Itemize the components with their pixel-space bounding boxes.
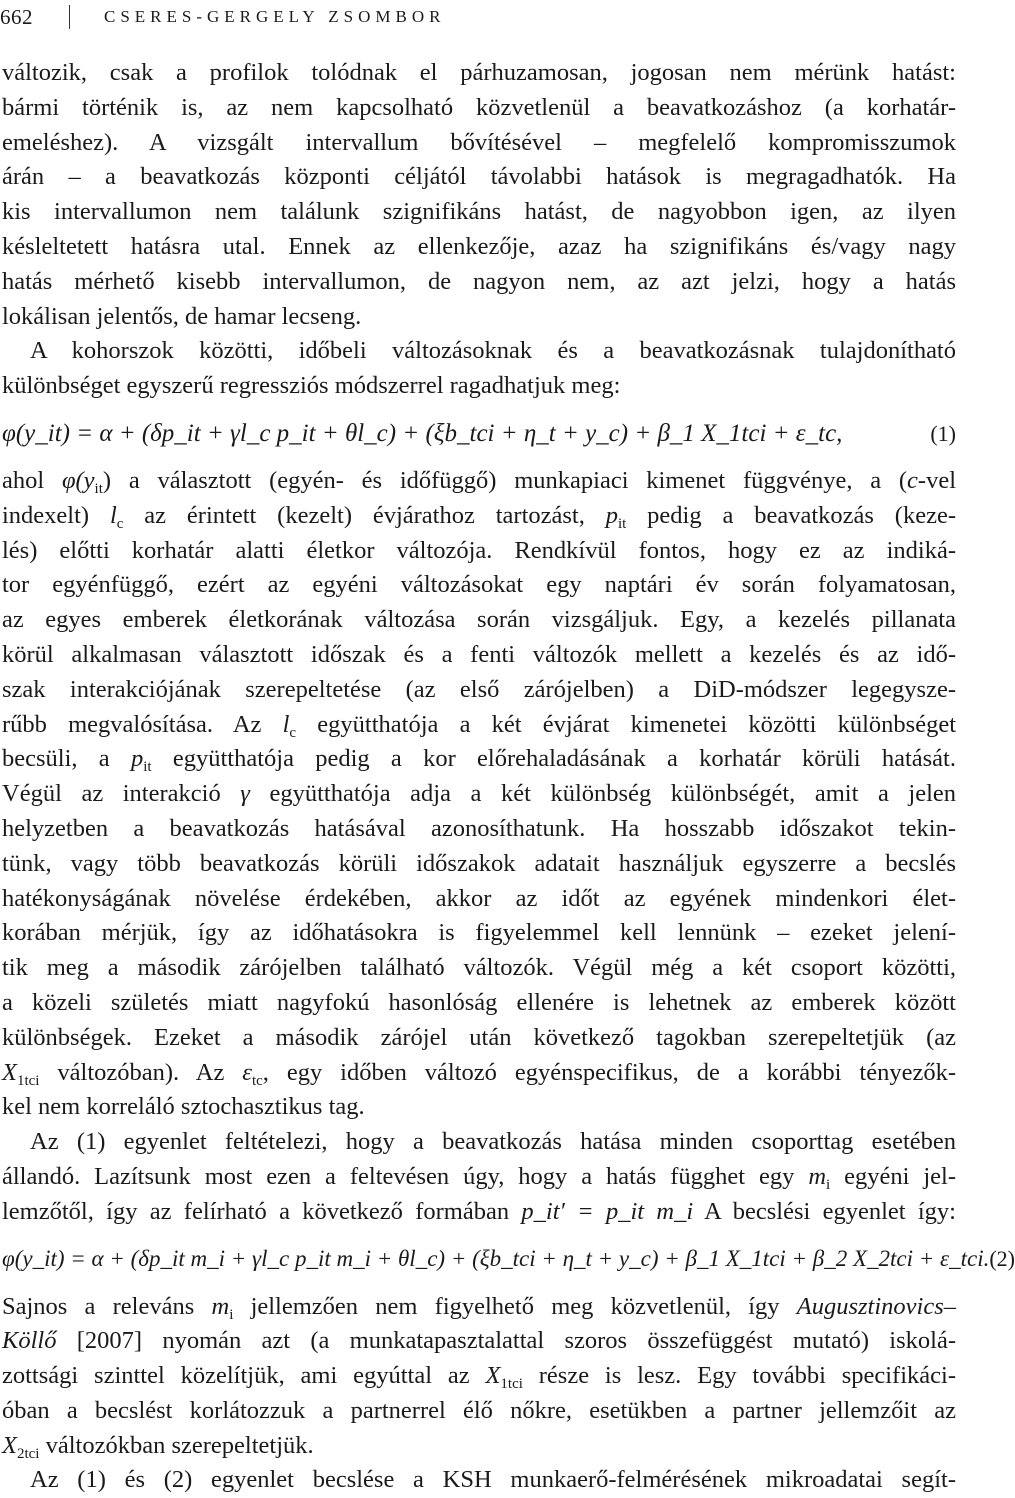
text-run: jellemzően nem figyelhető meg közvetlenül, így bbox=[233, 1292, 797, 1320]
text-line: Az (1) és (2) egyenlet becslése a KSH munkaerő-felmérésének mikroadatai segít- bbox=[30, 1466, 956, 1494]
text-line: változik, csak a profilok tolódnak el párhuzamosan, jogosan nem mérünk hatást: bbox=[2, 59, 956, 86]
text-run: együtthatója pedig a kor előrehaladásának a korhatár körüli hatását. bbox=[151, 745, 956, 773]
text-run: ahol bbox=[2, 466, 62, 494]
equation-formula: φ(y_it) = α + (δp_it m_i + γl_c p_it m_i + θl_c) + (ξb_tci + η_t + y_c) + β_1 X_1tci + β_2 X_2tci + ε_tci. bbox=[2, 1246, 990, 1272]
text-line bbox=[2, 1324, 956, 1359]
math-var: X bbox=[2, 1058, 17, 1086]
running-head-author: CSERES-GERGELY ZSOMBOR bbox=[104, 7, 446, 26]
math-sub: tc bbox=[251, 1072, 263, 1089]
text-line: lés) előtti korhatár alatti életkor változója. Rendkívül fontos, hogy ez az indiká- bbox=[2, 536, 956, 564]
equation-1 bbox=[2, 404, 956, 464]
text-run: lemzőtől, így az felírható a következő formában bbox=[2, 1197, 522, 1225]
text-line: korában mérjük, így az időhatásokra is figyelemmel kell lennünk – ezeket jelení- bbox=[2, 919, 956, 947]
text-line: körül alkalmasan választott időszak és a fenti változók mellett a kezelés és az idő- bbox=[2, 640, 956, 668]
paragraph bbox=[2, 464, 956, 1125]
math-var: γ bbox=[240, 780, 250, 808]
paragraph bbox=[2, 1463, 956, 1498]
math-sub: 2tci bbox=[16, 1445, 40, 1462]
text-run: Végül az interakció bbox=[2, 780, 241, 808]
text-line: tik meg a második zárójelben található változók. Végül még a két csoport közötti, bbox=[2, 954, 956, 982]
citation: Augusztinovics– bbox=[796, 1292, 956, 1320]
text-line: különbségek. Ezeket a második zárójel után következő tagokban szerepeltetjük (az bbox=[2, 1023, 956, 1051]
text-line: emeléshez). A vizsgált intervallum bővítésével – megfelelő kompromisszumok bbox=[2, 128, 956, 156]
math-var: p bbox=[130, 745, 144, 773]
text-run: Sajnos a releváns bbox=[2, 1292, 212, 1320]
math-var: l bbox=[282, 710, 290, 738]
math-sub: c bbox=[116, 515, 124, 532]
text-line: A kohorszok közötti, időbeli változásoknak és a beavatkozásnak tulajdonítható bbox=[30, 337, 956, 365]
citation: Köllő bbox=[2, 1327, 57, 1355]
math-var: m bbox=[211, 1292, 230, 1320]
math-var: l bbox=[109, 501, 117, 529]
text-line: különbséget egyszerű regressziós módszerrel ragadhatjuk meg: bbox=[2, 372, 621, 400]
article-body bbox=[2, 56, 1015, 1498]
text-line bbox=[2, 708, 956, 743]
text-line bbox=[2, 1160, 956, 1195]
math-sub: 1tci bbox=[16, 1072, 40, 1089]
math-sub: i bbox=[826, 1176, 831, 1193]
text-line: tor egyénfüggő, ezért az egyéni változásokat egy naptári év során folyamatosan, bbox=[2, 571, 956, 599]
text-run: egyéni jel- bbox=[830, 1162, 956, 1190]
equation-formula: φ(y_it) = α + (δp_it + γl_c p_it + θl_c) + (ξb_tci + η_t + y_c) + β_1 X_1tci + ε_tc, bbox=[2, 419, 843, 447]
math-var: X bbox=[2, 1431, 17, 1459]
text-line: hatás mérhető kisebb intervallumon, de nagyon nem, az azt jelzi, hogy a hatás bbox=[2, 267, 956, 295]
math-var: X bbox=[485, 1362, 501, 1390]
math-sub: it bbox=[617, 515, 627, 532]
text-run: rűbb megvalósítása. Az bbox=[2, 710, 283, 738]
math-var: m bbox=[808, 1162, 827, 1190]
math-var: ε bbox=[242, 1058, 252, 1086]
text-line bbox=[2, 1290, 956, 1325]
text-run: indexelt) bbox=[2, 501, 110, 529]
text-line: helyzetben a beavatkozás hatásával azonosíthatunk. Ha hosszabb időszakot tekin- bbox=[2, 814, 956, 842]
text-run: változókban szerepeltetjük. bbox=[39, 1431, 314, 1459]
math-sub: c bbox=[289, 724, 297, 741]
text-line bbox=[2, 464, 956, 499]
paragraph bbox=[2, 1125, 956, 1229]
text-line: kel nem korreláló sztochasztikus tag. bbox=[2, 1093, 365, 1121]
equation-number: (1) bbox=[930, 420, 956, 446]
text-line: a közeli születés miatt nagyfokú hasonlóság ellenére is lehetnek az emberek között bbox=[2, 988, 956, 1016]
math-sub: 1tci bbox=[500, 1376, 523, 1393]
text-line: az egyes emberek életkorának változása során vizsgáljuk. Egy, a kezelés pillanata bbox=[2, 606, 956, 634]
text-line bbox=[2, 499, 956, 534]
text-line: tünk, vagy több beavatkozás körüli időszakok adatait használjuk egyszerre a becslés bbox=[2, 849, 956, 877]
text-run: becsüli, a bbox=[2, 745, 131, 773]
text-line: bármi történik is, az nem kapcsolható közvetlenül a beavatkozáshoz (a korhatár- bbox=[2, 93, 956, 121]
page-number: 662 bbox=[0, 4, 33, 29]
text-run: ) bbox=[102, 466, 112, 494]
equation-2 bbox=[2, 1230, 1015, 1290]
text-run: pedig a beavatkozás (keze- bbox=[626, 501, 956, 529]
text-line bbox=[2, 1056, 956, 1091]
text-line: hatékonyságának növelése érdekében, akkor az időt az egyének mindenkori élet- bbox=[2, 884, 956, 912]
math-var: c bbox=[907, 466, 918, 494]
paragraph bbox=[2, 56, 956, 334]
inline-formula: p_it′ = p_it m_i bbox=[521, 1197, 694, 1225]
text-run: az érintett (kezelt) évjárathoz tartozást, bbox=[123, 501, 606, 529]
text-line: szak interakciójának szerepeltetése (az első zárójelben) a DiD-módszer legegysze- bbox=[2, 675, 956, 703]
text-line bbox=[2, 1429, 956, 1464]
text-run: állandó. Lazítsunk most ezen a feltevésen úgy, hogy a hatás függhet egy bbox=[2, 1162, 809, 1190]
math-sub: it bbox=[143, 759, 152, 776]
text-run: , egy időben változó egyénspecifikus, de a korábbi tényezők- bbox=[262, 1058, 956, 1086]
text-run: együtthatója adja a két különbség különbségét, amit a jelen bbox=[249, 780, 957, 808]
math-var: φ(y bbox=[61, 466, 95, 494]
text-run: zottsági szinttel közelítjük, ami egyúttal az bbox=[2, 1362, 486, 1390]
text-line bbox=[2, 777, 956, 812]
text-run: része is lesz. Egy további specifikáci- bbox=[522, 1362, 956, 1390]
text-line: óban a becslést korlátozzuk a partnerrel élő nőkre, esetükben a partner jellemzőit az bbox=[2, 1396, 956, 1424]
paragraph bbox=[2, 334, 956, 404]
text-line: lokálisan jelentős, de hamar lecseng. bbox=[2, 302, 362, 330]
text-line: késleltetett hatásra utal. Ennek az ellenkezője, azaz ha szignifikáns és/vagy nagy bbox=[2, 232, 956, 260]
header-divider bbox=[69, 5, 70, 29]
text-run: -vel bbox=[917, 466, 957, 494]
text-run: A becslési egyenlet így: bbox=[693, 1197, 956, 1225]
text-line bbox=[2, 1359, 956, 1394]
text-line bbox=[2, 1195, 956, 1230]
text-run: a választott (egyén- és időfüggő) munkapiaci kimenet függvénye, a ( bbox=[111, 466, 908, 494]
math-sub: it bbox=[94, 480, 103, 497]
text-line bbox=[2, 742, 956, 777]
text-line: árán – a beavatkozás központi céljától távolabbi hatások is megragadhatók. Ha bbox=[2, 163, 956, 191]
text-run: változóban). Az bbox=[39, 1058, 243, 1086]
equation-number: (2) bbox=[989, 1246, 1015, 1272]
math-sub: i bbox=[229, 1306, 234, 1323]
paragraph bbox=[2, 1290, 956, 1464]
text-line: kis intervallumon nem találunk szignifikáns hatást, de nagyobbon igen, az ilyen bbox=[2, 198, 956, 226]
text-run: [2007] nyomán azt (a munkatapasztalattal szoros összefüggést mutató) iskolá- bbox=[56, 1327, 956, 1355]
text-line: Az (1) egyenlet feltételezi, hogy a beavatkozás hatása minden csoporttag esetében bbox=[30, 1128, 956, 1156]
text-run: együtthatója a két évjárat kimenetei közötti különbséget bbox=[296, 710, 956, 738]
math-var: p bbox=[605, 501, 618, 529]
page-header bbox=[0, 0, 960, 34]
